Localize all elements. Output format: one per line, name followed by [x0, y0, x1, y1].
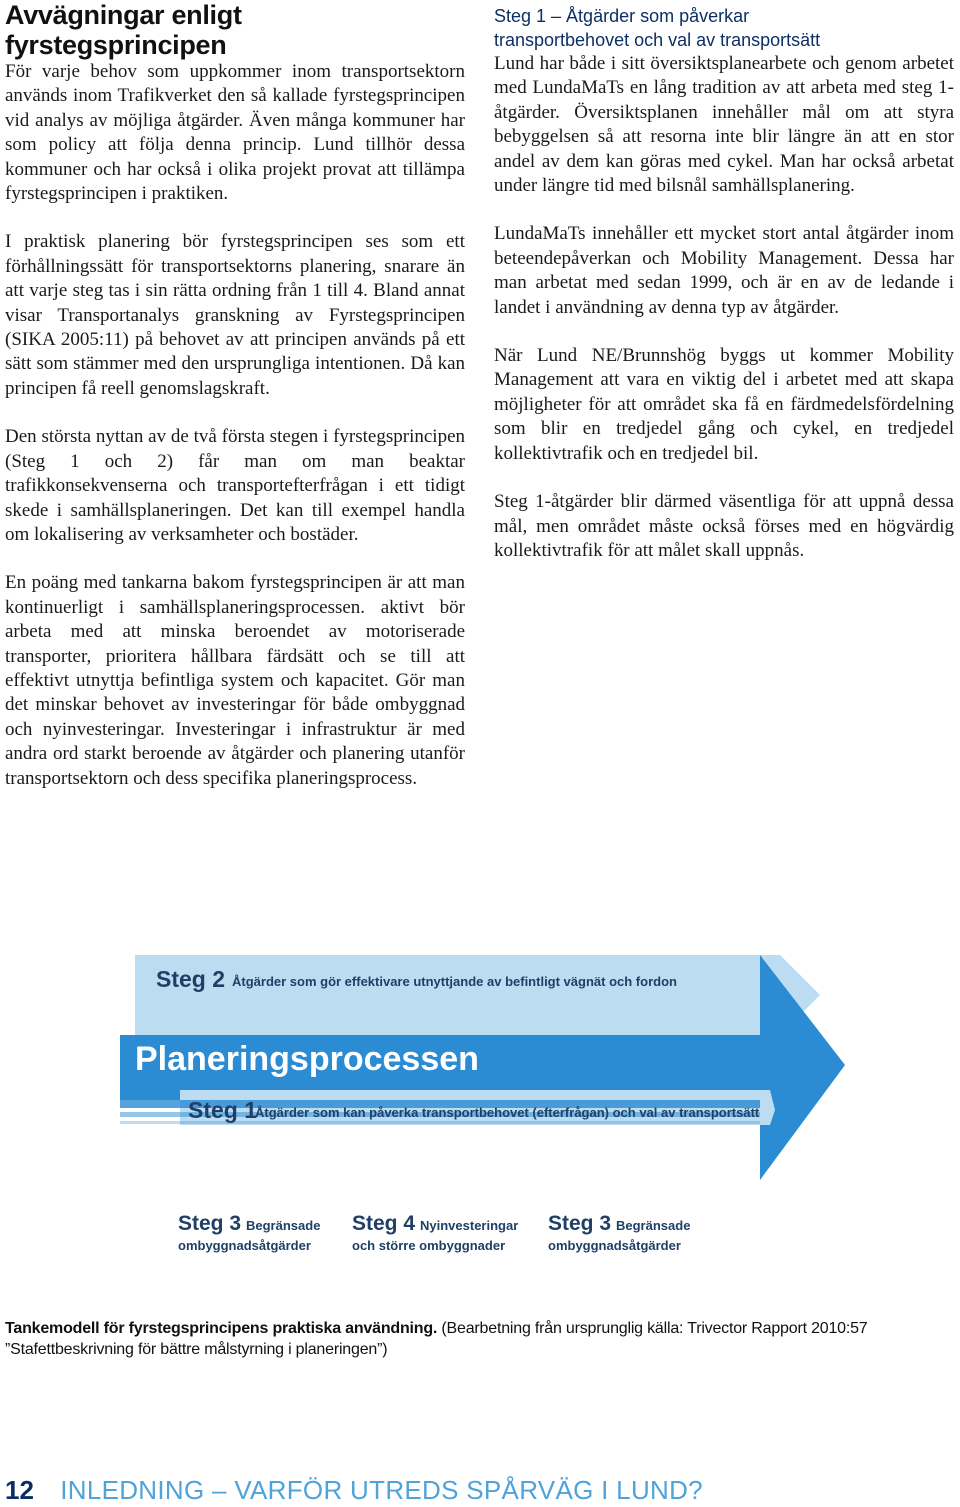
right-paragraph-1: Lund har både i sitt översiktsplanearbete och genom arbetet med LundaMaTs en lång tradition av att arbeta med steg 1-åtgärder. Översiktsplanen innehåller mål om att styra bebyggelsen så att resorna inte blir längre än att en stor andel av dem kan göras med cykel. Man har också arbetat under längre tid med bilsnål samhällsplanering. [494, 53, 954, 197]
steg1-text: Åtgärder som kan påverka transportbehovet (efterfrågan) och val av transportsätt [255, 1105, 760, 1120]
steg2-band [135, 955, 820, 1035]
steg2-label: Steg 2 [156, 966, 226, 992]
page-footer [5, 1474, 945, 1506]
right-paragraph-2: LundaMaTs innehåller ett mycket stort antal åtgärder inom beteendepåverkan och Mobility Management. Dessa har man arbetat med sedan 1999, och är en av de ledande i landet i användning av denna typ av åtgärder. [494, 223, 954, 318]
bottom-steg-3-line2: ombyggnadsåtgärder [548, 1238, 681, 1253]
fyrstegs-diagram [100, 940, 860, 1270]
bottom-steg-1-line2: ombyggnadsåtgärder [178, 1238, 311, 1253]
bottom-steg-3-line1: Begränsade [616, 1218, 691, 1233]
subheading [494, 4, 954, 52]
steg1-label: Steg 1 [188, 1097, 258, 1123]
right-paragraph-4: Steg 1-åtgärder blir därmed väsentliga för att uppnå dessa mål, men området måste också förses med en högvärdig kollektivtrafik för att målet skall uppnås. [494, 491, 954, 561]
right-paragraph-3: När Lund NE/Brunnshög byggs ut kommer Mobility Management att vara en viktig del i arbetet med att skapa möjligheter för att området ska få en färdmedelsfördelning som blir en tredjedel gång och cykel, en tredjedel kollektivtrafik och en tredjedel bil. [494, 345, 954, 464]
left-paragraph-2: I praktisk planering bör fyrstegsprincipen ses som ett förhållningssätt för transportsektorns planering, snarare än att varje steg tas i sin rätta ordning från 1 till 4. Bland annat visar Transportanalys granskning av Fyrstegsprincipen (SIKA 2005:11) på behovet av att principen används på ett sätt som stämmer med den ursprungliga intentionen. Då kan principen få reell genomslagskraft. [5, 231, 465, 399]
figure-caption [5, 1318, 905, 1360]
main-label: Planeringsprocessen [135, 1040, 479, 1078]
caption-bold: Tankemodell för fyrstegsprincipens praktiska användning. [5, 1320, 438, 1337]
diagram-svg [100, 940, 860, 1270]
bottom-steg-3-label: Steg 3 [548, 1212, 612, 1235]
bottom-steg-2-line2: och större ombyggnader [352, 1238, 506, 1253]
bottom-steg-2-label: Steg 4 [352, 1212, 416, 1235]
page-number: 12 [5, 1475, 34, 1505]
subheading-line-1: Steg 1 – Åtgärder som påverkar [494, 6, 750, 26]
bottom-steg-3 [548, 1212, 690, 1253]
left-paragraph-3: Den största nyttan av de två första stegen i fyrstegsprincipen (Steg 1 och 2) får man om man beaktar trafikkonsekvenserna och transportefterfrågan i ett tidigt skede i samhällsplaneringen. Det kan till exempel handla om lokalisering av verksamheter och bostäder. [5, 426, 465, 545]
bottom-steg-1-label: Steg 3 [178, 1212, 242, 1235]
steg2-text: Åtgärder som gör effektivare utnyttjande av befintligt vägnät och fordon [232, 974, 677, 989]
bottom-steg-1-line1: Begränsade [246, 1218, 321, 1233]
bottom-steg-2-line1: Nyinvesteringar [420, 1218, 519, 1233]
subheading-line-2: transportbehovet och val av transportsätt [494, 30, 821, 50]
caption-normal: (Bearbetning från ursprunglig källa: Trivector Rapport 2010:57 ”Stafettbeskrivning för bättre målstyrning i planeringen”) [5, 1320, 868, 1358]
left-column [5, 0, 465, 815]
left-paragraph-4: En poäng med tankarna bakom fyrstegsprincipen är att man kontinuerligt i samhällsplaneringsprocessen. aktivt bör arbeta med att minska beroendet av motoriserade transporter, prioritera hållbara färdsätt och se till att effektivt utnyttja befintliga system och kapacitet. Gör man det minskar behovet av investeringar för både ombyggnad och nyinvesteringar. Investeringar i infrastruktur är med andra ord starkt beroende av åtgärder och planering utanför transportsektorn och dess specifika planeringsprocess. [5, 572, 465, 789]
section-title: INLEDNING – VARFÖR UTREDS SPÅRVÄG I LUND? [60, 1475, 703, 1505]
bottom-steg-1 [178, 1212, 320, 1253]
page-title: Avvägningar enligt fyrstegsprincipen [5, 0, 242, 60]
bottom-steg-2 [352, 1212, 518, 1253]
left-paragraph-1: För varje behov som uppkommer inom transportsektorn används inom Trafikverket den så kallade fyrstegsprincipen vid analys av möjliga åtgärder. Även många kommuner har som policy att följa denna princip. Lund tillhör dessa kommuner och har också i olika projekt provat att tillämpa fyrstegsprincipen i praktiken. [5, 61, 465, 205]
right-column [494, 0, 954, 587]
